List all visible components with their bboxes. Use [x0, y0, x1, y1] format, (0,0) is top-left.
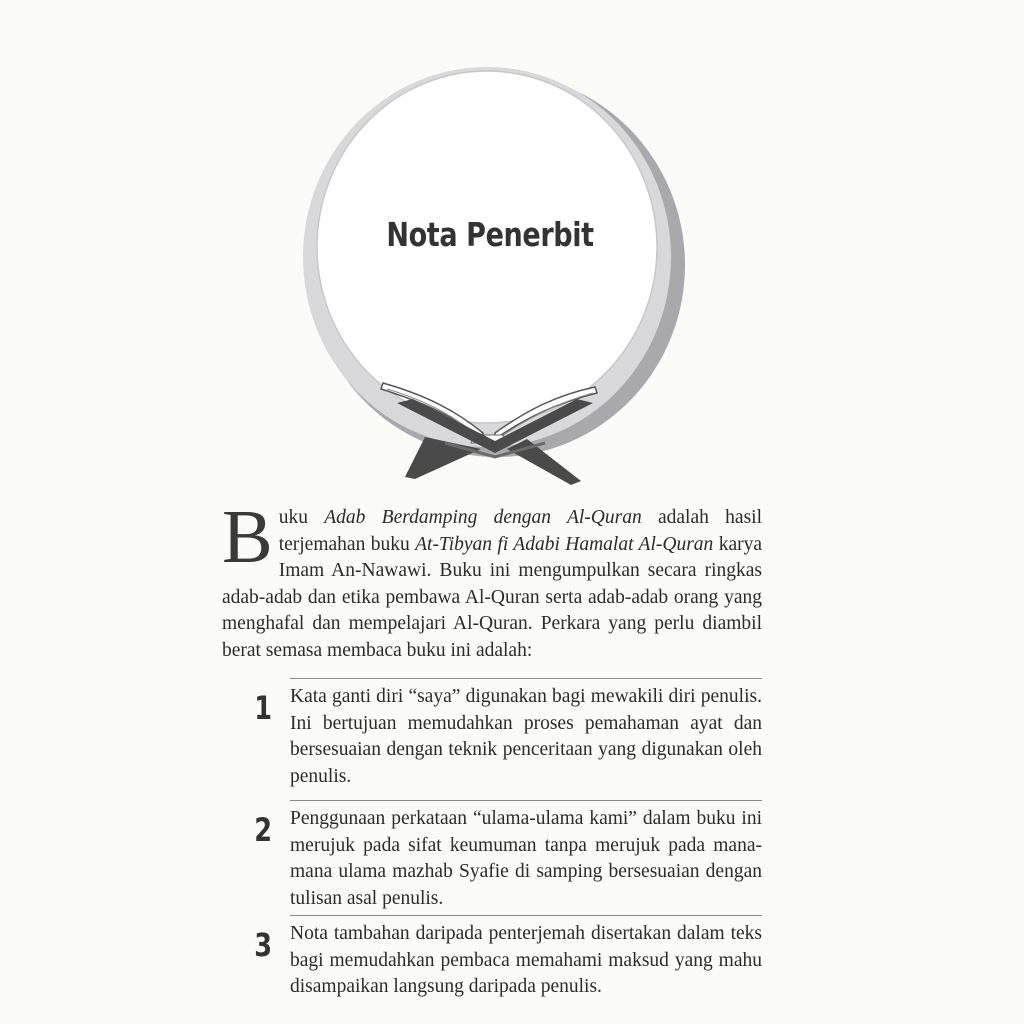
note-item [254, 800, 762, 915]
note-text: Penggunaan perkataan “ulama-ulama kami” dalam buku ini merujuk pada sifat keumuman tanpa merujuk pada mana-mana ulama mazhab Syafie di samping bersesuaian dengan tulisan asal penulis. [290, 808, 762, 909]
note-item [254, 915, 762, 1005]
ring-emblem-graphic [295, 65, 695, 495]
book-title-original: At-Tibyan fi Adabi Hamalat Al-Quran [415, 533, 714, 555]
intro-paragraph [222, 495, 762, 664]
intro-text-1: uku [278, 507, 325, 528]
drop-cap: B [222, 495, 273, 579]
note-text: Nota tambahan daripada penterjemah disertakan dalam teks bagi memudahkan pembaca memahami maksud yang mahu disampaikan langsung daripada penulis. [290, 923, 762, 997]
book-title-translation: Adab Berdamping dengan Al-Quran [324, 507, 642, 528]
note-number: 1 [254, 689, 273, 727]
intro-text-2: adalah hasil terjemahan buku [278, 507, 762, 555]
quran-stand-ring-emblem [295, 65, 695, 495]
page-title: Nota Penerbit [386, 215, 594, 254]
intro-text-3: karya Imam An-Nawawi. Buku ini mengumpulkan secara ringkas adab-adab dan etika pembawa Al-Quran serta adab-adab orang yang menghafal dan mempelajari Al-Quran. Perkara yang perlu diambil berat semasa membaca buku ini adalah: [222, 533, 762, 661]
notes-list [250, 678, 762, 1005]
note-number: 2 [254, 811, 273, 849]
note-text: Kata ganti diri “saya” digunakan bagi mewakili diri penulis. Ini bertujuan memudahkan proses pemahaman ayat dan bersesuaian dengan teknik penceritaan yang digunakan oleh penulis. [290, 686, 762, 787]
note-item [254, 678, 762, 800]
note-number: 3 [254, 926, 273, 964]
